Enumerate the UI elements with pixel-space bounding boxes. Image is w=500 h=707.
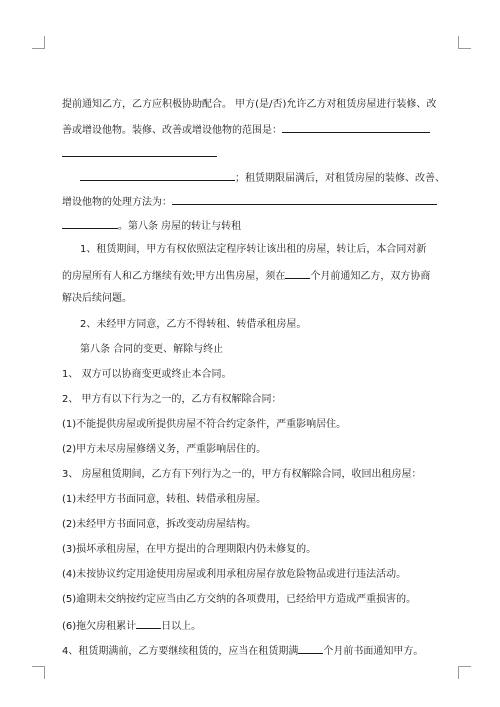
- paragraph-line: (3)损坏承租房屋，在甲方提出的合理期限内仍未修复的。: [62, 544, 317, 555]
- blank-underline: [285, 268, 310, 279]
- paragraph-line: 的房屋所有人和乙方继续有效;甲方出售房屋，须在 个月前通知乙方，双方协商: [62, 268, 442, 284]
- crop-mark-bottom-left: [32, 666, 45, 679]
- crop-mark-top-right: [458, 36, 471, 49]
- paragraph-line: 1、 双方可以协商变更或终止本合同。: [62, 369, 232, 380]
- paragraph-line: 1、租赁期间，甲方有权依照法定程序转让该出租的房屋，转让后，本合同对新: [80, 244, 427, 255]
- blank-underline: [172, 194, 437, 205]
- paragraph-line: (2)甲方未尽房屋修缮义务，严重影响居住的。: [62, 444, 267, 455]
- paragraph-line: 3、 房屋租赁期间，乙方有下列行为之一的，甲方有权解除合同，收回出租房屋：: [62, 469, 422, 480]
- paragraph-line: 提前通知乙方，乙方应积极协助配合。 甲方(是/否)允许乙方对租赁房屋进行装修、改: [62, 99, 437, 110]
- paragraph-line: (6)拖欠房租累计 日以上。: [62, 618, 442, 634]
- crop-mark-top-left: [32, 36, 45, 49]
- paragraph-line: (1)不能提供房屋或所提供房屋不符合约定条件，严重影响居住。: [62, 419, 347, 430]
- section-heading: 第八条 合同的变更、解除与终止: [80, 344, 224, 355]
- paragraph-line: 增设他物的处理方法为：: [62, 194, 442, 210]
- blank-underline: [136, 618, 161, 629]
- blank-underline: [62, 218, 118, 229]
- paragraph-line: 2、未经甲方同意，乙方不得转租、转借承租房屋。: [80, 319, 307, 330]
- blank-underline: [62, 146, 217, 157]
- paragraph-line: ；租赁期限届满后，对租赁房屋的装修、改善、: [62, 170, 442, 186]
- paragraph-line: (2)未经甲方书面同意，拆改变动房屋结构。: [62, 519, 257, 530]
- paragraph-line: 2、 甲方有以下行为之一的，乙方有权解除合同：: [62, 394, 282, 405]
- paragraph-line: 4、租赁期满前，乙方要继续租赁的，应当在租赁期满 个月前书面通知甲方。: [62, 643, 442, 659]
- paragraph-line: [62, 146, 442, 162]
- paragraph-line: 善或增设他物。装修、改善或增设他物的范围是：: [62, 122, 442, 138]
- crop-mark-bottom-right: [458, 666, 471, 679]
- paragraph-line: (4)未按协议约定用途使用房屋或利用承租房屋存放危险物品或进行违法活动。: [62, 569, 407, 580]
- paragraph-line: (1)未经甲方书面同意，转租、转借承租房屋。: [62, 494, 267, 505]
- paragraph-line: 解决后续问题。: [62, 293, 132, 304]
- blank-underline: [80, 170, 235, 181]
- paragraph-line: 。第八条 房屋的转让与转租: [62, 218, 442, 234]
- blank-underline: [298, 643, 323, 654]
- blank-underline: [282, 122, 430, 133]
- paragraph-line: (5)逾期未交纳按约定应当由乙方交纳的各项费用，已经给甲方造成严重损害的。: [62, 594, 417, 605]
